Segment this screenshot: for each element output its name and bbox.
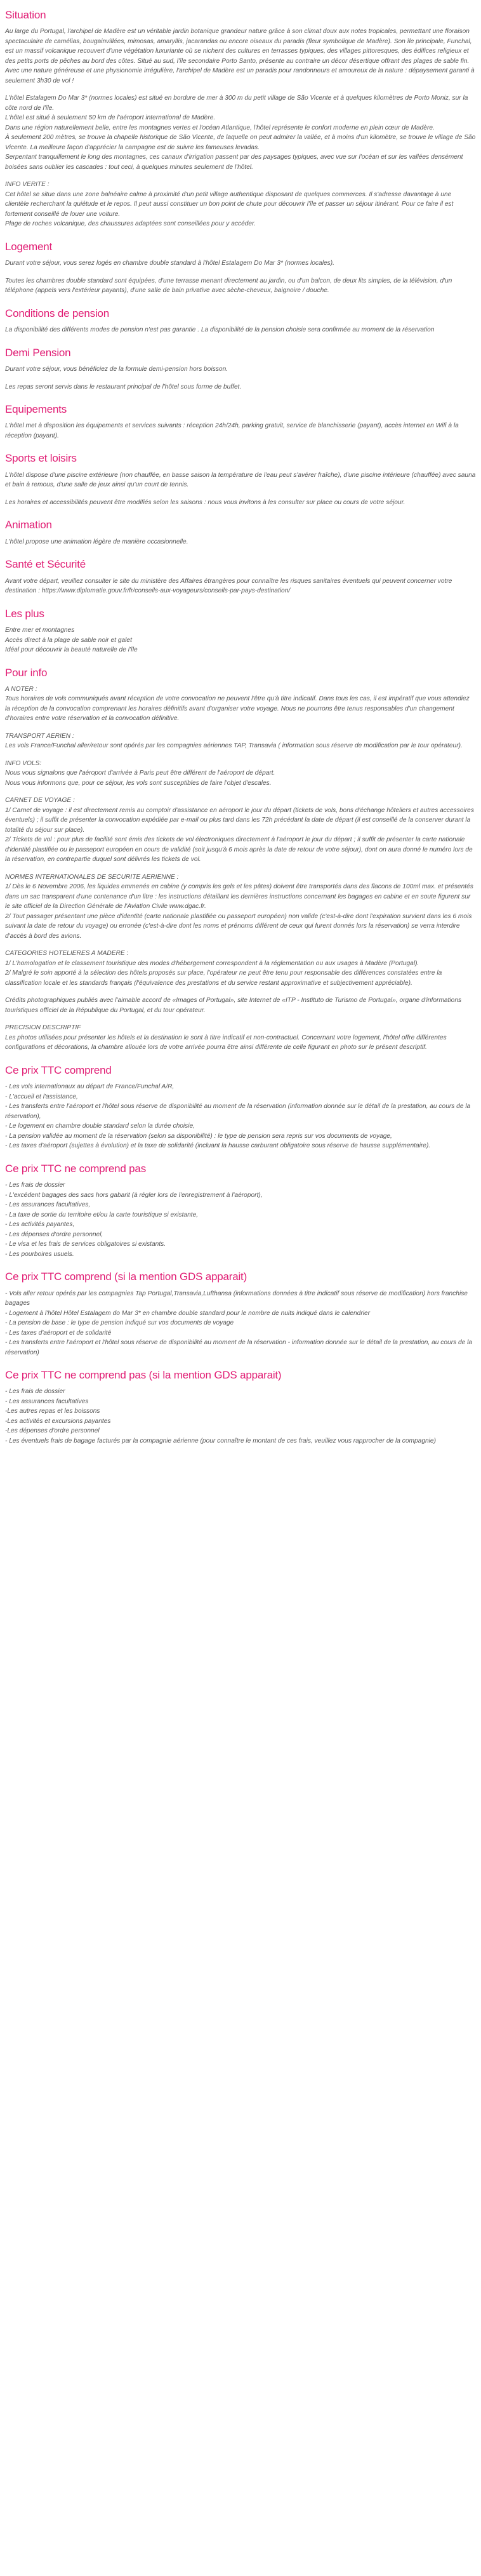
- section-paragraph: Au large du Portugal, l'archipel de Madère est un véritable jardin botanique grandeur nature grâce à son climat doux aux notes tropicales, permettant une floraison spectaculaire de camélias, bougainvillées, mimosas, amaryllis, jacarandas ou encore oiseaux du paradis (fleur symbolique de Madère). Son île principale, Funchal, est un massif volcanique recouvert d'une végétation luxuriante où se nichent des cultures en terrasses typiques, des villages pittoresques, des édifices religieux et des petits ports de pêches au bord des côtes. Situé au sud, l'île secondaire Porto Santo, présente au contraire un décor désertique offrant des plages de sable fin. Avec une nature généreuse et une physionomie irrégulière, l'archipel de Madère est un paradis pour randonneurs et amoureux de la nature : dépaysement garanti à seulement 3h30 de vol !: [5, 28, 475, 84]
- section-title: Les plus: [5, 607, 44, 620]
- section-title: Santé et Sécurité: [5, 558, 86, 571]
- section-paragraph: L'hôtel Estalagem Do Mar 3* (normes locales) est situé en bordure de mer à 300 m du petit village de São Vicente et à quelques kilomètres de Porto Moniz, sur la côte nord de l'île. L'hôtel est situé à seulement 50 km de l'aéroport international de Madère. Dans une région naturellement belle, entre les montagnes vertes et l'océan Atlantique, l'hôtel représente le confort moderne en plein cœur de Madère. À seulement 200 mètres, se trouve la chapelle historique de São Vicente, de laquelle on peut admirer la vallée, et à moins d'un kilomètre, se trouve le village de São Vicente. La meilleure façon d'apprécier la campagne est de suivre les fameuses levadas. Serpentant tranquillement le long des montagnes, ces canaux d'irrigation passent par des paysages typiques, avec vue sur l'océan et sur les vallées densément boisées sans oublier les cascades : tout ceci, à quelques minutes seulement de l'hôtel.: [5, 95, 476, 171]
- section-title: Situation: [5, 9, 46, 21]
- section-paragraph: Les repas seront servis dans le restaurant principal de l'hôtel sous forme de buffet.: [5, 383, 242, 390]
- section-title: Conditions de pension: [5, 307, 110, 319]
- section-title: Sports et loisirs: [5, 452, 77, 465]
- section-paragraph: Toutes les chambres double standard sont équipées, d'une terrasse menant directement au jardin, ou d'un balcon, de deux lits simples, de la télévision, d'un téléphone (appels vers l'extérieur payants), d'une salle de bain privative avec sèche-cheveux, baignoire / douche.: [5, 277, 452, 295]
- section-paragraph: CARNET DE VOYAGE : 1/ Carnet de voyage : il est directement remis au comptoir d'assistance en aéroport le jour du départ (tickets de vols, bons d'échange hôteliers et autres accessoires éventuels) ; il suffit de présenter la convocation expédiée par e-mail ou plus tard dans les 72h précédant la date de départ (il est conseillé de la conserver durant la totalité du séjour sur place). 2/ Tickets de vol : pour plus de facilité sont émis des tickets de vol électroniques directement à l'aéroport le jour du départ ; il suffit de présenter la carte nationale d'identité plastifiée ou le passeport européen en cours de validité (soit jusqu'à 6 mois après la date de retour de votre séjour), dont on aura donné le numéro lors de la réservation, en contrepartie duquel sont délivrés les tickets de vol.: [5, 797, 474, 864]
- section-title: Logement: [5, 240, 53, 253]
- section-title: Ce prix TTC ne comprend pas: [5, 1162, 146, 1175]
- section-paragraph: - Les frais de dossier - L'excédent bagages des sacs hors gabarit (à régler lors de l'enregistrement à l'aéroport), - Les assurances facultatives, - La taxe de sortie du territoire et/ou la carte touristique si existante, - Les activités payantes, - Les dépenses d'ordre personnel, - Le visa et les frais de services obligatoires si existants. - Les pourboires usuels.: [5, 1182, 263, 1258]
- section-paragraph: Durant votre séjour, vous serez logés en chambre double standard à l'hôtel Estalagem Do Mar 3* (normes locales).: [5, 260, 334, 267]
- section-paragraph: L'hôtel met à disposition les équipements et services suivants : réception 24h/24h, parking gratuit, service de blanchisserie (payant), accès internet en Wifi à la réception (payant).: [5, 422, 459, 439]
- section-title: Ce prix TTC comprend (si la mention GDS apparait): [5, 1271, 247, 1283]
- section-paragraph: Entre mer et montagnes Accès direct à la plage de sable noir et galet Idéal pour découvrir la beauté naturelle de l'île: [5, 627, 138, 654]
- section-paragraph: L'hôtel dispose d'une piscine extérieure (non chauffée, en basse saison la température de l'eau peut s'avérer fraîche), d'une piscine intérieure (chauffée) avec sauna et bain à remous, d'une salle de jeux ainsi qu'un court de tennis.: [5, 471, 476, 489]
- section-title: Ce prix TTC ne comprend pas (si la mention GDS apparait): [5, 1369, 282, 1382]
- section-title: Demi Pension: [5, 346, 71, 359]
- section-paragraph: Avant votre départ, veuillez consulter le site du ministère des Affaires étrangères pour connaître les risques sanitaires éventuels qui peuvent concerner votre destination : https://www.diplomatie.gouv.fr/fr/conseils-aux-voyageurs/conseils-par-pays-destination/: [5, 577, 452, 595]
- section-paragraph: INFO VERITE : Cet hôtel se situe dans une zone balnéaire calme à proximité d'un petit village authentique disposant de quelques commerces. Il s'adresse davantage à une clientèle recherchant la quiétude et le repos. Il peut aussi constituer un bon point de chute pour découvrir l'île et passer un séjour itinérant. Pour ce faire il est fortement conseillé de louer une voiture. Plage de roches volcanique, des chaussures adaptées sont conseillées pour y accéder.: [5, 181, 454, 228]
- section-paragraph: INFO VOLS: Nous vous signalons que l'aéroport d'arrivée à Paris peut être différent de l'aéroport de départ. Nous vous informons que, pour ce séjour, les vols sont susceptibles de faire l'objet d'escales.: [5, 759, 275, 787]
- section-paragraph: La disponibilité des différents modes de pension n'est pas garantie . La disponibilité de la pension choisie sera confirmée au moment de la réservation: [5, 326, 435, 334]
- section-paragraph: - Les frais de dossier - Les assurances facultatives -Les autres repas et les boissons -Les activités et excursions payantes -Les dépenses d'ordre personnel - Les éventuels frais de bagage facturés par la compagnie aérienne (pour connaître le montant de ces frais, veuillez vous rapprocher de la compagnie): [5, 1388, 436, 1445]
- section-paragraph: Les horaires et accessibilités peuvent être modifiés selon les saisons : nous vous invitons à les consulter sur place ou cours de votre séjour.: [5, 498, 405, 506]
- section-paragraph: TRANSPORT AERIEN : Les vols France/Funchal aller/retour sont opérés par les compagnies aériennes TAP, Transavia ( information sous réserve de modification par le tour opérateur).: [5, 732, 463, 750]
- section-paragraph: CATEGORIES HOTELIERES A MADERE : 1/ L'homologation et le classement touristique des modes d'hébergement correspondent à la réglementation ou aux usages à Madère (Portugal). 2/ Malgré le soin apporté à la sélection des hôtels proposés sur place, l'opérateur ne peut être tenu pour responsable des différences constatées entre la classification locale et les standards français (l'équivalence des prestations et du service restant approximative et subjectivement appréciable).: [5, 950, 442, 987]
- section-paragraph: - Vols aller retour opérés par les compagnies Tap Portugal,Transavia,Lufthansa (informations données à titre indicatif sous réserve de modification) hors franchise bagages - Logement à l'hôtel Hôtel Estalagem do Mar 3* en chambre double standard pour le nombre de nuits indiqué dans le calendrier - La pension de base : le type de pension indiqué sur vos documents de voyage - Les taxes d'aéroport et de solidarité - Les transferts entre l'aéroport et l'hôtel sous réserve de disponibilité au moment de la réservation - information donnée sur le détail de la prestation, au cours de la réservation): [5, 1290, 473, 1356]
- section-paragraph: - Les vols internationaux au départ de France/Funchal A/R, - L'accueil et l'assistance, - Les transferts entre l'aéroport et l'hôtel sous réserve de disponibilité au moment de la réservation (information donnée sur le détail de la prestation, au cours de la réservation), - Le logement en chambre double standard selon la durée choisie, - La pension validée au moment de la réservation (selon sa disponibilité) : le type de pension sera repris sur vos documents de voyage, - Les taxes d'aéroport (sujettes à évolution) et la taxe de solidarité (incluant la hausse carburant obligatoire sous réserve de hausse supplémentaire).: [5, 1083, 471, 1150]
- section-title: Animation: [5, 519, 52, 531]
- section-title: Pour info: [5, 666, 48, 679]
- section-paragraph: Crédits photographiques publiés avec l'aimable accord de «Images of Portugal», site Internet de «ITP - Instituto de Turismo de Portugal», organe d'informations touristiques officiel de la République du Portugal, et du tour opérateur.: [5, 997, 462, 1014]
- section-paragraph: PRECISION DESCRIPTIF Les photos utilisées pour présenter les hôtels et la destination le sont à titre indicatif et non-contractuel. Concernant votre logement, l'hôtel offre différentes configurations et décorations, la chambre allouée lors de votre arrivée pourra être ainsi différente de celle figurant en photo sur le présent descriptif.: [5, 1024, 447, 1051]
- section-paragraph: Durant votre séjour, vous bénéficiez de la formule demi-pension hors boisson.: [5, 366, 228, 373]
- section-title: Equipements: [5, 403, 67, 416]
- section-paragraph: NORMES INTERNATIONALES DE SECURITE AERIENNE : 1/ Dès le 6 Novembre 2006, les liquides emmenés en cabine (y compris les gels et les pâtes) doivent être transportés dans des flacons de 100ml max. et présentés dans un sac transparent d'une contenance d'un litre : les instructions détaillant les dernières instructions concernant les bagages en cabine et en soute figurent sur le site officiel de la Direction Générale de l'Aviation Civile www.dgac.fr. 2/ Tout passager présentant une pièce d'identité (carte nationale plastifiée ou passeport européen) non valide (c'est-à-dire dont l'expiration survient dans les 6 mois suivant la date de retour du voyage) ou erronée (c'est-à-dire dont les noms et prénoms différent de ceux qui furent donnés lors la réservation) se verra interdire d'accès à bord des avions.: [5, 873, 473, 940]
- section-title: Ce prix TTC comprend: [5, 1064, 112, 1076]
- section-paragraph: A NOTER : Tous horaires de vols communiqués avant réception de votre convocation ne peuvent l'être qu'à titre indicatif. Dans tous les cas, il est impératif que vous attendiez la réception de la convocation comprenant les horaires définitifs avant d'organiser votre voyage. Nous ne pourrons être tenus responsables d'un changement d'horaires entre votre réservation et la convocation définitive.: [5, 685, 470, 723]
- section-paragraph: L'hôtel propose une animation légère de manière occasionnelle.: [5, 538, 188, 545]
